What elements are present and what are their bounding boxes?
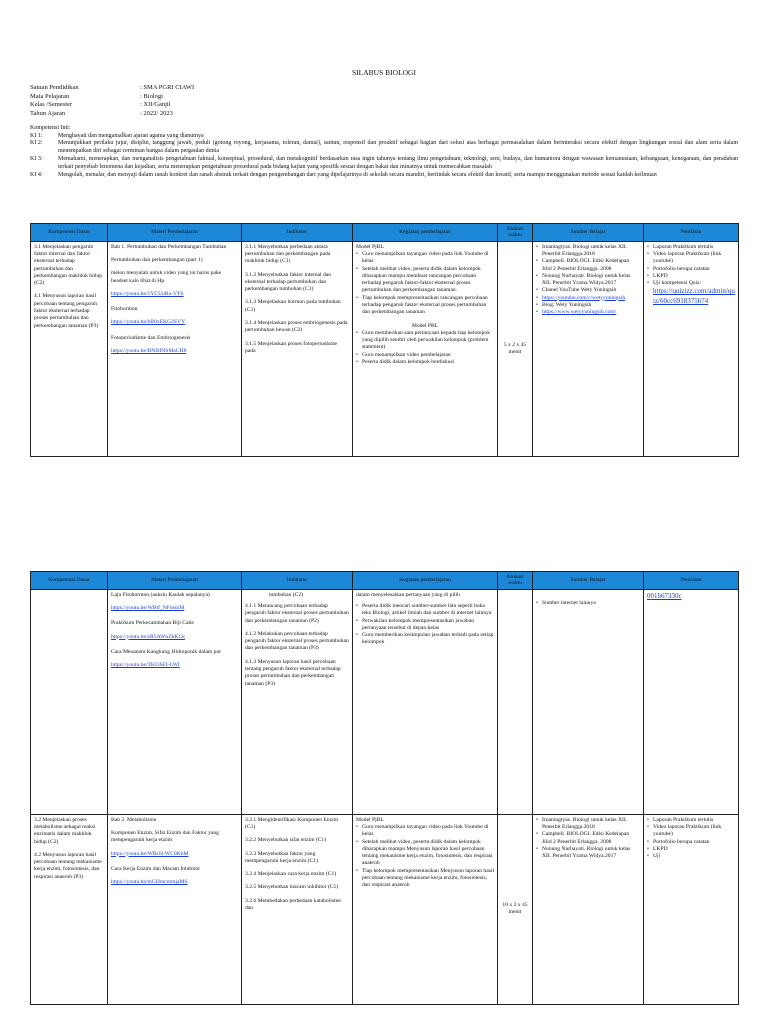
penilaian-item: • Uji — [647, 853, 735, 860]
kd-cell — [31, 589, 108, 814]
model-label: Model PjBL — [356, 816, 384, 823]
video-link[interactable]: https://youtu.be/mGHmcmmjaMS — [111, 879, 188, 886]
materi-text: melon menyalah untuk video yang ini harus pake headset kalo lihat di Hp — [111, 270, 222, 284]
video-link[interactable]: https://youtu.be/zR5AWnZkKCk — [111, 633, 185, 640]
penilaian-item: • Uji kompetensi Quiz: — [647, 280, 735, 287]
meta-row — [30, 101, 738, 110]
document-title: SILABUS BIOLOGI — [352, 68, 416, 77]
indikator-text: 3.1.5 Menjelaskan proses fotoperiodisme pada — [245, 340, 338, 354]
column-header: Materi Pembelajaran — [108, 572, 242, 590]
penilaian-item: • Laporan Praktikum tertulis — [647, 817, 735, 824]
materi-cell — [108, 589, 242, 814]
table-header-row — [31, 572, 739, 590]
ki-key: KI 2: — [30, 140, 43, 147]
video-link[interactable]: https://youtu.be/1YCUnRo-VFS — [111, 290, 184, 297]
penilaian-item: • Video laporan Praktikum (link youtube) — [647, 251, 735, 266]
meta-key: Tahun Ajaran — [30, 110, 66, 118]
ki-key: KI 3: — [30, 156, 43, 162]
quiz-link[interactable]: https://quizizz.com/admin/quiz/60cc6918375b74 — [653, 287, 735, 305]
column-header: Sumber Belajar — [533, 572, 644, 590]
meta-value: : SMA PGRI CIAWI — [140, 83, 195, 91]
indikator-text: 3.2.5 Menyebutkan macam inhibitor (C1) — [245, 884, 339, 891]
meta-info — [30, 84, 738, 119]
materi-text: Praktikum Perkecambahan Biji Cabe — [111, 620, 194, 627]
sumber-item: • Irnaningtyas. Biologi untuk kelas XII. Penerbit Erlangga.2018 — [536, 244, 640, 259]
meta-row — [30, 110, 738, 119]
kegiatan-item: • Tiap kelompok mempresentasikan rancangan percobaan terhadap pengaruh faktor eksternal proses pertumbuhan dan perkembangan tanaman — [356, 295, 494, 317]
indikator-cell — [242, 814, 353, 1004]
column-header: Penilaian — [644, 224, 739, 242]
penilaian-item: • LKPD — [647, 846, 735, 853]
indikator-text: 3.2.6 Membedakan perbedaan katabolisme dan — [245, 897, 341, 911]
kegiatan-item: • Setelah melihat video, peserta didik dalam kelompok diharapkan mampu Menyusun laporan hasil percobaan tentang mekanisme kerja enzim, fotosintesis, dan respirasi anaerob — [356, 839, 494, 868]
alokasi-cell — [498, 589, 533, 814]
materi-text: Komponen Enzim, Sifat Enzim dan Faktor yang mempengaruhi kerja enzim — [111, 830, 219, 844]
indikator-cell — [242, 241, 353, 456]
indikator-text: 3.1.2 Menyebutkan faktor internal dan eksternal terhadap pertumbuhan dan perkembangan tumbuhan (C1) — [245, 271, 332, 293]
sumber-link[interactable]: https://youtube.com/c/wetyyuningsih — [542, 294, 626, 301]
sumber-item: • Irnaningtyas. Biologi untuk kelas XII. Penerbit Erlangga.2018 — [536, 817, 640, 832]
alokasi-cell: 5 x 2 x 45 menit — [498, 241, 533, 456]
penilaian-item: • LKPD — [647, 273, 735, 280]
indikator-text: 3.2.2 Menyebutkan sifat enzim (C1) — [245, 837, 327, 844]
indikator-text: 3.2.1 Mengidentifikasi Komponen Enzim (C1) — [245, 816, 339, 831]
kegiatan-text: dalam menyelesaikan pertanyaan yang di pilih — [356, 591, 460, 598]
materi-text: Cara Menanam Kangkung Hidroponik dalam pot — [111, 648, 221, 655]
column-header: Materi Pembelajaran — [108, 224, 242, 242]
indikator-cell — [242, 589, 353, 814]
syllabus-table-1 — [30, 223, 739, 457]
ki-text: Menunjukkan perilaku jujur, disiplin, tanggung jawab, peduli (gotong royong, kerjasama, toleran, damai), santun, responsif dan proaktif sebagai bagian dari solusi atas berbagai permasalahan dalam berinteraksi secara efektif dengan lingkungan sosial dan alam serta dalam menempatkan diri sebagai cerminan bangsa dalam pergaulan dunia — [58, 140, 738, 155]
sumber-item: • Campbell. BIOLOGI. Edisi Kedelapan Jilid 2 Penerbit Erlangga. 2008 — [536, 831, 640, 846]
table-row — [31, 589, 739, 814]
column-header: Sumber Belajar — [533, 224, 644, 242]
indikator-text: 4.1.2 Melakukan percobaan terhadap pengaruh faktor eksternal proses pertumbuhan dan perkembangan tanaman (P3) — [245, 630, 349, 652]
kd-cell — [31, 241, 108, 456]
ki-key: KI 4: — [30, 171, 43, 178]
kd-text: 3.2 Menjelaskan proses metabolisme sebagai reaksi enzimatis dalam makhluk hidup (C2) — [34, 816, 96, 845]
ki-title: Kompetensi Inti: — [30, 124, 71, 131]
kegiatan-cell — [353, 241, 498, 456]
materi-text: Bab 1. Pertumbuhan dan Perkembangan Tumbuhan — [111, 243, 227, 250]
sumber-item: • Nunung Nurhayati. Biologi untuk kelas XII. Penerbit Yrama Widya.2017 — [536, 846, 640, 861]
column-header: Kegiatan pembelajaran — [353, 224, 498, 242]
meta-value: : XII/Ganjil — [140, 101, 171, 109]
indikator-text: 3.1.1 Menyebutkan perbedaan antara pertumbuhan dan perkembangan pada makhluk hidup (C1) — [245, 243, 331, 265]
table-row — [31, 241, 739, 456]
sumber-item: • Blog: Wety Yuningsih — [536, 302, 640, 309]
materi-cell — [108, 241, 242, 456]
sumber-item: • Sumber internet lainnya — [536, 600, 640, 607]
syllabus-header — [30, 60, 738, 179]
materi-cell — [108, 814, 242, 1004]
meta-key: Kelas /Semester — [30, 101, 73, 109]
sumber-cell — [533, 589, 644, 814]
quiz-link-continued[interactable]: 001b67330c — [647, 591, 682, 600]
meta-value: : Biologi — [140, 92, 163, 100]
kegiatan-cell — [353, 814, 498, 1004]
meta-row — [30, 93, 738, 102]
column-header: Penilaian — [644, 572, 739, 590]
meta-value: : 2022/ 2023 — [140, 110, 173, 118]
kegiatan-item: • Guru menampilkan tayangan video pada link Youtube di kelas — [356, 251, 494, 266]
sumber-cell — [533, 241, 644, 456]
alokasi-cell: 10 x 2 x 45 menit — [498, 814, 533, 1004]
penilaian-item: • Portofolio berupa catatan — [647, 839, 735, 846]
indikator-text: tumbuhan (C2) — [269, 591, 304, 598]
kegiatan-item: • Setelah melihat video, peserta didik dalam kelompok diharapkan mampu membuat rancangan percobaan terhadap pengaruh faktor-faktor eksternal proses pertumbuhan dan perkembangan tanaman. — [356, 266, 494, 295]
ki-text: Menghayati dan mengamalkan ajaran agama yang dianutnya — [58, 132, 204, 139]
sumber-item: • Chanel YouTube Wety Yuningsih — [536, 287, 640, 294]
model-label: Model PjBL — [356, 243, 384, 250]
kegiatan-item: • Perwakilan kelompok mempresentasikan jawaban pertanyaan tersebut di depan kelas — [356, 618, 494, 633]
syllabus-table-2 — [30, 571, 739, 1005]
materi-text: Cara Kerja Enzim dan Macam Inhibitor — [111, 865, 201, 872]
kd-cell — [31, 814, 108, 1004]
materi-text: Fotoperiodisme dan Embriogenesis — [111, 334, 191, 341]
kegiatan-item: • Tiap kelompok mempresentasikan Menyusun laporan hasil percobaan tentang mekanisme kerja enzim, fotosintesis, dan respirasi anaerob — [356, 868, 494, 890]
indikator-text: 3.1.3 Menjelaskan hormon pada tumbuhan (C1) — [245, 299, 341, 313]
model-label: Model PBL — [411, 322, 439, 329]
kegiatan-item: • Guru memberikan satu pertanyaan kepada tiap kelompok yang dipilih sendiri oleh perwakilan kelompok (problem statement) — [356, 330, 494, 352]
table-header-row — [31, 224, 739, 242]
ki-row — [30, 172, 738, 180]
table-row — [31, 814, 739, 1004]
video-link[interactable]: https://youtu.be/WBcH-WC0KhM — [111, 850, 189, 857]
ki-text: Memahami, menerapkan, dan menganalisis pengetahuan faktual, konseptual, prosedural, dan metakognitif berdasarkan rasa ingin tahunya tentang ilmu pengetahuan, teknologi, seni, budaya, dan humaniora dengan wawasan kemanusiaan, kebangsaan, kenegaraan, dan peradaban terkait penyebab fenomena dan kejadian, serta menerapkan pengetahuan prosedural pada bidang kajian yang spesifik sesuai dengan bakat dan minatnya untuk memecahkan masalah — [58, 156, 738, 170]
sumber-link[interactable]: https://www.wetyyuningsih.com/ — [542, 309, 617, 316]
kegiatan-item: • Guru memberikan kesimpulan jawaban terhadi pada setiap kelompok — [356, 632, 494, 647]
penilaian-cell — [644, 589, 739, 814]
ki-row — [30, 140, 738, 156]
kegiatan-item: • Peserta didik mencari sumber-sumber lain seperti buku teks Biologi, artikel ilmiah dan sumber di internet lainnya — [356, 603, 494, 618]
indikator-text: 4.1.1 Merancang percobaan terhadap pengaruh faktor eksternal proses pertumbuhan dan perkembangan tanaman (P2) — [245, 603, 349, 624]
kegiatan-item: • Guru menampilkan video pembelajaran — [356, 352, 494, 359]
kegiatan-item: • Guru menampilkan tayangan video pada link Youtube di kelas — [356, 824, 494, 839]
column-header: Alokasi waktu — [498, 572, 533, 590]
column-header: Indikator — [242, 572, 353, 590]
ki-key: KI 1: — [30, 132, 43, 139]
kegiatan-item: • Peserta didik dalam kelompok berdiskusi — [356, 359, 494, 366]
video-link[interactable]: https://youtu.be/BNIHNSMaCH8 — [111, 347, 187, 354]
sumber-item — [536, 309, 640, 316]
indikator-text: 3.2.3 Menyebutkan faktor yang mempengaruhi kerja enzim (C1) — [245, 850, 318, 864]
sumber-item: • Nunung Nurhayati. Biologi untuk kelas XII. Penerbit Yrama Widya.2017 — [536, 273, 640, 288]
video-link[interactable]: https://youtu.be/WBtf_NFmsnM — [111, 605, 185, 612]
column-header: Alokasi waktu — [498, 224, 533, 242]
sumber-cell — [533, 814, 644, 1004]
meta-key: Satuan Pendidikan — [30, 83, 79, 91]
penilaian-cell — [644, 814, 739, 1004]
column-header: Kompetensi Dasar — [31, 572, 108, 590]
kd-text: 4.1 Menyusun laporan hasil percobaan tentang pengaruh faktor eksternal terhadap proses pertumbuhan dan perkembangan tanaman (P3) — [34, 293, 99, 329]
penilaian-cell — [644, 241, 739, 456]
meta-key: Mata Pelajaran — [30, 92, 70, 100]
kd-text: 4.2 Menyusun laporan hasil percobaan tentang mekanisme kerja enzim, fotosintesis, dan respirasi anaerob (P3) — [34, 851, 102, 880]
penilaian-item: • Video laporan Praktikum (link youtube) — [647, 824, 735, 839]
kegiatan-cell — [353, 589, 498, 814]
video-link[interactable]: https://youtu.be/TKI3SFI-LWI — [111, 662, 180, 669]
kompetensi-inti — [30, 125, 738, 180]
ki-row — [30, 156, 738, 172]
penilaian-item: • Laporan Praktikum tertulis — [647, 244, 735, 251]
materi-text: Laju Fitohormon (auksin Kaulah sepalanya) — [111, 591, 210, 598]
kd-text: 3.1 Menjelaskan pengaruh faktor internal dan faktor eksternal terhadap pertumbuhan dan perkembangan makhluk hidup (C2) — [34, 243, 103, 287]
column-header: Kegiatan pembelajaran — [353, 572, 498, 590]
indikator-text: 3.2.4 Menjelaskan cara kerja enzim (C1) — [245, 871, 337, 878]
materi-text: Bab 2. Metabolisme — [111, 816, 157, 823]
indikator-text: 3.1.4 Menjelaskan proses embriogenesis pada pertumbuhan hewan (C2) — [245, 319, 348, 334]
indikator-text: 4.1.3 Menyusun laporan hasil percobaan tentang pengaruh faktor eksternal terhadap proses pertumbuhan dan perkembangan tanaman (P3) — [245, 658, 341, 687]
video-link[interactable]: https://youtu.be/bB0xEKG2SVY — [111, 319, 186, 326]
sumber-item — [536, 295, 640, 302]
penilaian-item: • Portofolio berupa catatan — [647, 266, 735, 273]
ki-text: Mengolah, menalar, dan menyaji dalam ranah konkret dan ranah abstrak terkait dengan pengembangan dari yang dipelajarinya di sekolah secara mandiri, bertindak secara efektif dan kreatif, serta mampu menggunakan metode sesuai kaidah keilmuan — [58, 171, 657, 178]
meta-row — [30, 84, 738, 93]
sumber-item: • Campbell. BIOLOGI. Edisi Kedelapan Jilid 2 Penerbit Erlangga. 2008 — [536, 258, 640, 273]
materi-text: Pertumbuhan dan perkembangan (part 1) — [111, 257, 203, 264]
materi-text: Fitohormon — [111, 306, 138, 313]
column-header: Kompetensi Dasar — [31, 224, 108, 242]
column-header: Indikator — [242, 224, 353, 242]
